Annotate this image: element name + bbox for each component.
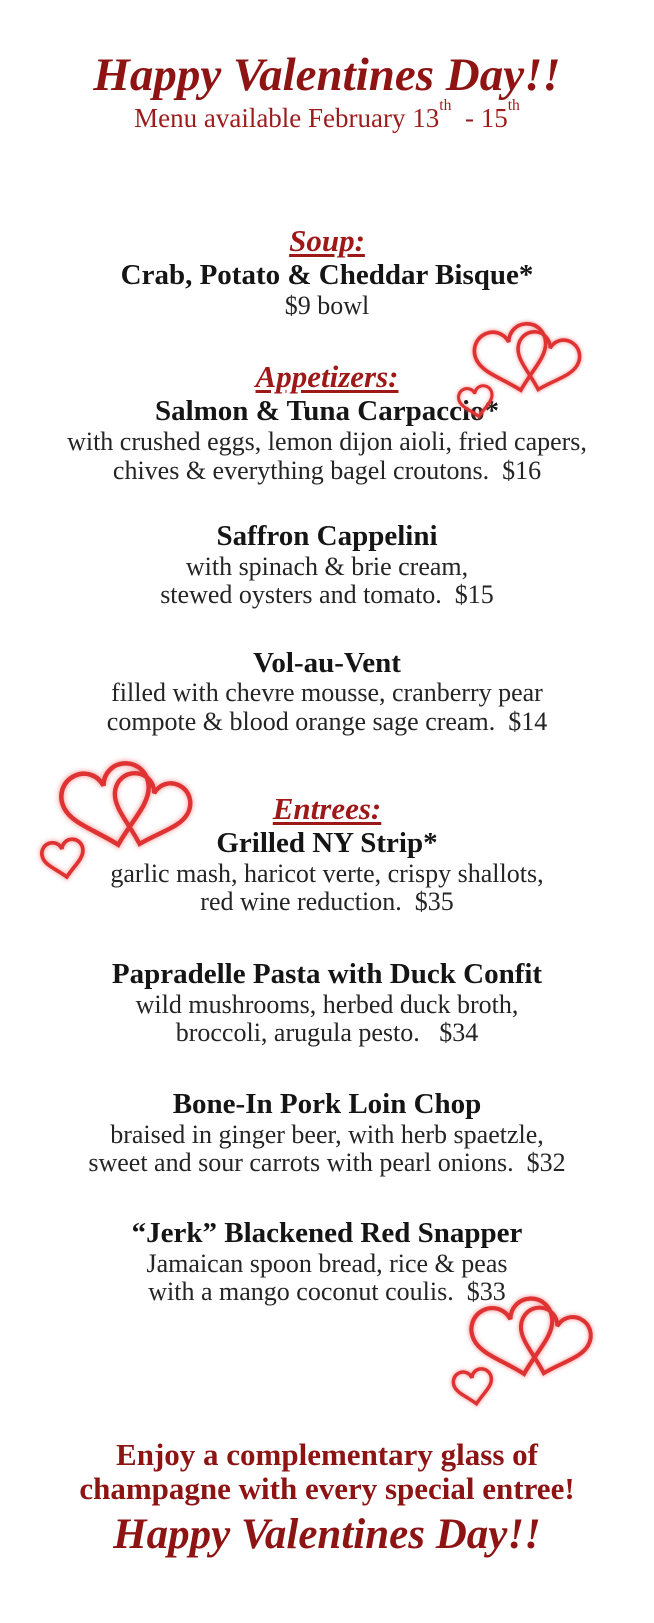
subtitle-text: Menu available February 13: [134, 103, 440, 133]
menu-item-description-line: braised in ginger beer, with herb spaetzle,: [110, 1120, 544, 1150]
menu-item-papradelle-pasta: [0, 959, 654, 1048]
section-heading-soup: Soup:: [289, 223, 365, 258]
page-title: Happy Valentines Day!!: [93, 49, 561, 101]
menu-item-description-line: Jamaican spoon bread, rice & peas: [146, 1248, 508, 1278]
menu-item-description-line: red wine reduction. $35: [200, 887, 454, 917]
menu-item-description-line: stewed oysters and tomato. $15: [160, 580, 494, 610]
menu-item-saffron-cappelini: [0, 521, 654, 610]
footer-note-line: Enjoy a complementary glass of: [116, 1437, 538, 1473]
subtitle-text: - 15: [451, 103, 508, 133]
subtitle-superscript: th: [507, 96, 520, 114]
menu-item-name: Bone-In Pork Loin Chop: [172, 1088, 482, 1121]
menu-item-description-line: filled with chevre mousse, cranberry pear: [111, 678, 543, 708]
menu-item-name: Vol-au-Vent: [253, 646, 401, 679]
menu-item-crab-bisque: [0, 260, 654, 320]
menu-item-jerk-red-snapper: [0, 1218, 654, 1307]
menu-item-price: $9 bowl: [284, 290, 370, 320]
section-soup: [0, 224, 654, 320]
footer-title: Happy Valentines Day!!: [113, 1510, 541, 1558]
menu-item-name: “Jerk” Blackened Red Snapper: [131, 1216, 523, 1249]
menu-item-name: Saffron Cappelini: [216, 519, 438, 552]
menu-item-name: Papradelle Pasta with Duck Confit: [111, 957, 543, 990]
menu-item-description-line: with spinach & brie cream,: [185, 551, 469, 581]
menu-item-vol-au-vent: [0, 648, 654, 737]
menu-item-description-line: with a mango coconut coulis. $33: [148, 1277, 506, 1306]
menu-item-pork-loin-chop: [0, 1089, 654, 1178]
menu-item-description-line: sweet and sour carrots with pearl onions. $32: [88, 1148, 566, 1178]
subtitle-superscript: th: [439, 96, 452, 114]
menu-item-description-line: with crushed eggs, lemon dijon aioli, fried capers,: [67, 427, 587, 457]
section-heading-appetizers: Appetizers:: [255, 359, 399, 395]
section-heading-entrees: Entrees:: [272, 791, 382, 827]
section-entrees: [0, 792, 654, 1306]
menu-item-description-line: compote & blood orange sage cream. $14: [106, 706, 548, 736]
menu-item-name: Crab, Potato & Cheddar Bisque*: [120, 259, 534, 292]
menu-subtitle: [0, 96, 654, 133]
footer-note: [0, 1438, 654, 1558]
footer-note-line: champagne with every special entree!: [79, 1471, 575, 1507]
menu-item-grilled-ny-strip: [0, 828, 654, 917]
menu-item-name: Grilled NY Strip*: [216, 827, 438, 860]
menu-item-name: Salmon & Tuna Carpaccio*: [154, 395, 500, 428]
section-appetizers: [0, 360, 654, 736]
menu-item-salmon-tuna-carpaccio: [0, 396, 654, 485]
menu-item-description-line: broccoli, arugula pesto. $34: [175, 1017, 479, 1047]
menu-item-description-line: garlic mash, haricot verte, crispy shallots,: [110, 859, 544, 889]
menu-item-description-line: chives & everything bagel croutons. $16: [112, 455, 542, 485]
menu-item-description-line: wild mushrooms, herbed duck broth,: [135, 989, 519, 1019]
